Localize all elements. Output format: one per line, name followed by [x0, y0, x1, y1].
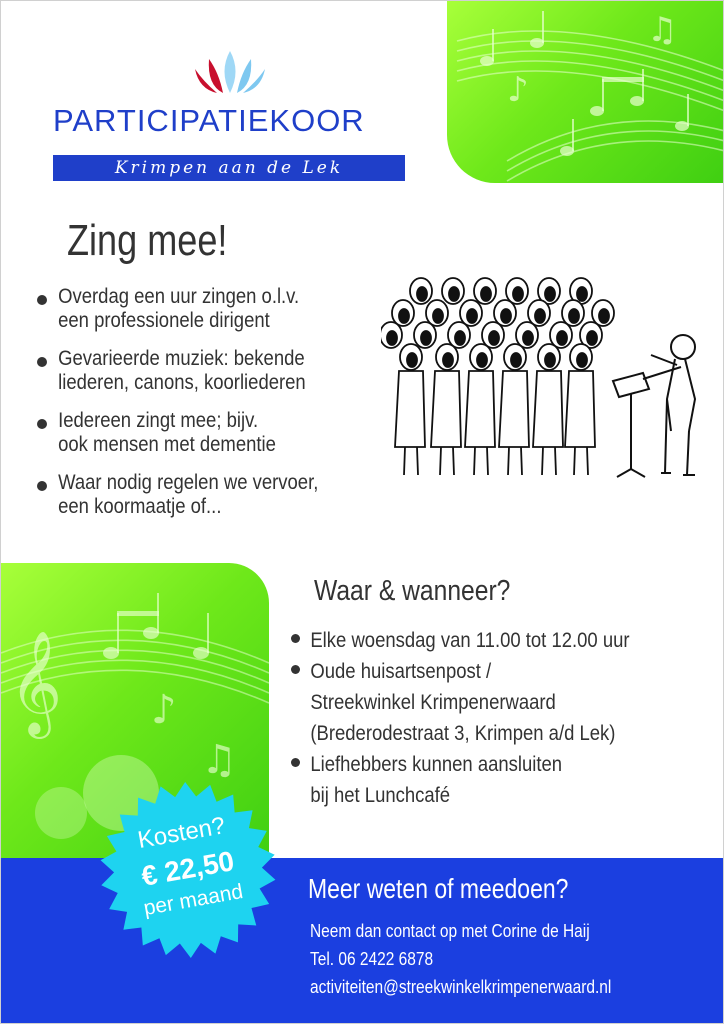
svg-text:♫: ♫ [647, 10, 678, 50]
where-when-title: Waar & wanneer? [314, 575, 511, 607]
singer-legs [508, 447, 522, 475]
singer-mouth [443, 353, 453, 367]
choir-conductor-illustration [381, 251, 711, 491]
singer-body [431, 371, 461, 447]
singer-mouth [511, 353, 521, 367]
singer-mouth [587, 331, 597, 345]
feature-text: Overdag een uur zingen o.l.v. een professionele dirigent [58, 285, 300, 332]
feature-item [37, 471, 397, 533]
contact-phone[interactable]: Tel. 06 2422 6878 [310, 949, 434, 969]
singer-mouth [407, 353, 417, 367]
singer-mouth [387, 331, 397, 345]
singer-legs [440, 447, 454, 475]
singer-mouth [545, 287, 555, 301]
feature-text: Gevarieerde muziek: bekende liederen, canons, koorliederen [58, 347, 306, 394]
singer-mouth [569, 309, 579, 323]
singer-mouth [545, 353, 555, 367]
lotus-logo-icon [189, 51, 271, 95]
singer-mouth [417, 287, 427, 301]
where-when-text: Elke woensdag van 11.00 tot 12.00 uur [310, 629, 630, 652]
singer-mouth [433, 309, 443, 323]
brand-location: Krimpen aan de Lek [53, 155, 405, 181]
contact-title: Meer weten of meedoen? [308, 873, 569, 904]
where-when-item [291, 749, 711, 811]
feature-text: Waar nodig regelen we vervoer, een koormaatje of... [58, 471, 319, 518]
singer-mouth [599, 309, 609, 323]
where-when-text: Liefhebbers kunnen aansluiten bij het Lunchcafé [310, 753, 563, 807]
singer-mouth [421, 331, 431, 345]
singer-legs [404, 447, 418, 475]
contact-intro: Neem dan contact op met Corine de Haij [310, 921, 590, 941]
singer-mouth [399, 309, 409, 323]
svg-text:𝄞: 𝄞 [9, 630, 63, 735]
singer-body [499, 371, 529, 447]
singer-body [565, 371, 595, 447]
feature-item [37, 409, 397, 471]
price-period: per maand [141, 879, 245, 921]
singer-body [395, 371, 425, 447]
singer-body [465, 371, 495, 447]
contact-email[interactable]: activiteiten@streekwinkelkrimpenerwaard.nl [310, 977, 612, 997]
feature-item [37, 347, 397, 409]
singer-mouth [577, 353, 587, 367]
headline: Zing mee! [67, 216, 228, 265]
feature-text: Iedereen zingt mee; bijv. ook mensen met dementie [58, 409, 276, 456]
feature-item [37, 285, 397, 347]
singer-mouth [501, 309, 511, 323]
singer-mouth [513, 287, 523, 301]
singer-mouth [489, 331, 499, 345]
singer-mouth [481, 287, 491, 301]
singer-legs [574, 447, 588, 475]
where-when-item [291, 625, 711, 656]
green-music-panel-top [447, 1, 724, 183]
svg-text:♪: ♪ [507, 70, 529, 110]
singer-mouth [557, 331, 567, 345]
singer-mouth [467, 309, 477, 323]
feature-list [37, 285, 397, 533]
where-when-item [291, 656, 711, 749]
singer-mouth [455, 331, 465, 345]
singer-mouth [477, 353, 487, 367]
singer-mouth [523, 331, 533, 345]
price-badge [85, 767, 291, 973]
singer-mouth [577, 287, 587, 301]
svg-text:♪: ♪ [151, 687, 177, 733]
singer-legs [474, 447, 488, 475]
svg-text:♫: ♫ [201, 737, 237, 783]
singer-mouth [449, 287, 459, 301]
music-notes-decoration [447, 1, 724, 183]
brand-name: PARTICIPATIEKOOR [53, 103, 365, 138]
price-amount: € 22,50 [139, 845, 237, 892]
price-label: Kosten? [135, 812, 228, 855]
singer-legs [542, 447, 556, 475]
singer-mouth [535, 309, 545, 323]
where-when-text: Oude huisartsenpost / Streekwinkel Krimpenerwaard (Brederodestraat 3, Krimpen a/d Lek) [310, 660, 616, 745]
singer-body [533, 371, 563, 447]
where-when-list [291, 625, 711, 811]
